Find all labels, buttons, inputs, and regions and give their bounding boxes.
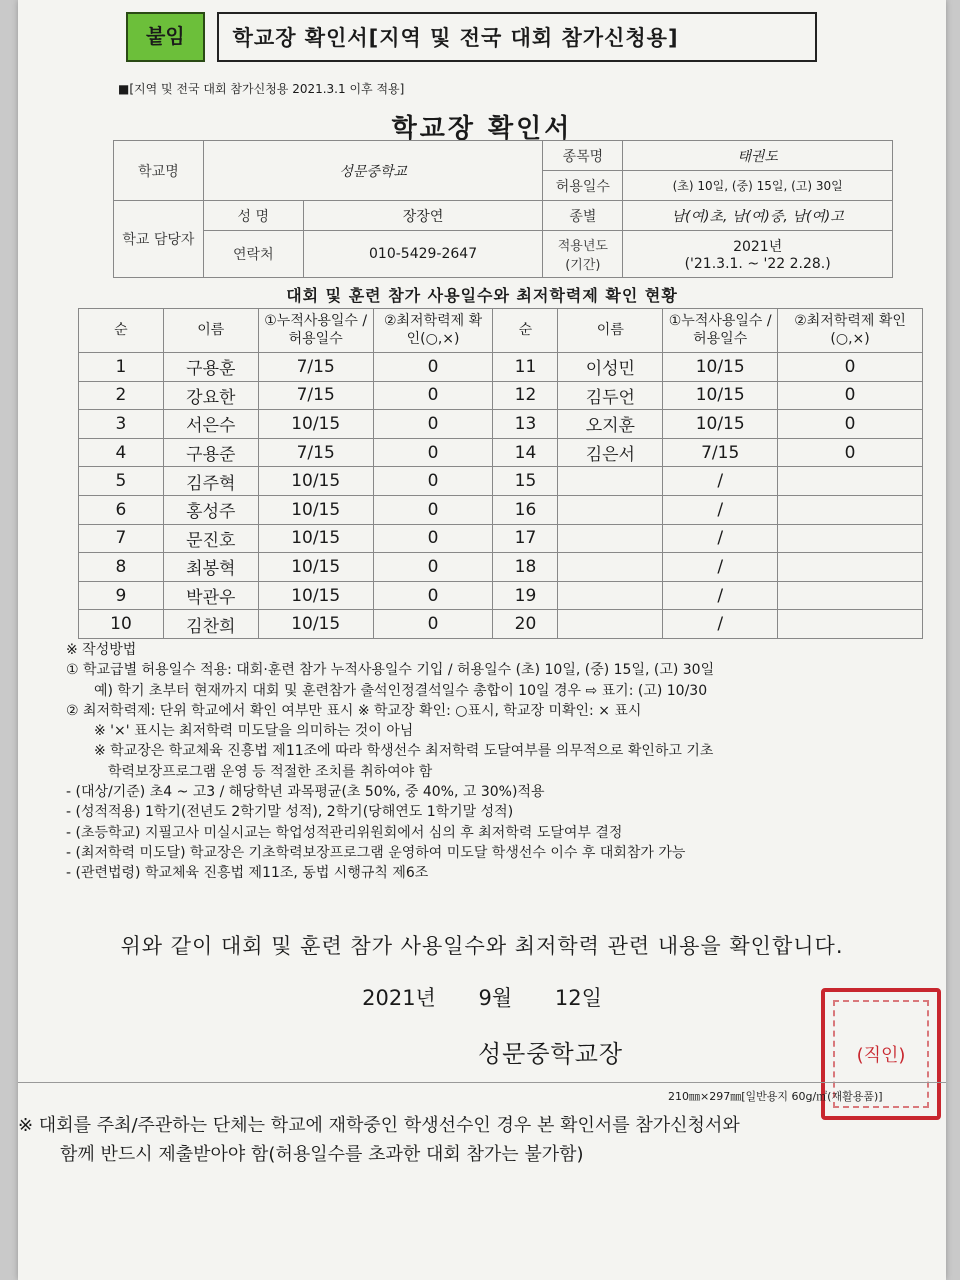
col-days-left: ①누적사용일수 /허용일수 xyxy=(258,309,373,353)
student-no: 1 xyxy=(79,353,164,382)
form-title: 학교장 확인서 xyxy=(391,114,573,144)
paper-spec: 210㎜×297㎜[일반용지 60g/㎡(재활용품)] xyxy=(668,1090,883,1103)
academic-check: 0 xyxy=(373,353,493,382)
student-no: 3 xyxy=(79,410,164,439)
detail-law: - (관련법령) 학교체육 진흥법 제11조, 동법 시행규칙 제6조 xyxy=(66,865,429,882)
document-header xyxy=(126,12,817,62)
student-name: 홍성주 xyxy=(163,495,258,524)
status-table xyxy=(78,308,923,639)
table-row xyxy=(79,610,923,639)
academic-check: 0 xyxy=(373,610,493,639)
footer-note xyxy=(18,1112,918,1170)
confirmation-statement: 위와 같이 대회 및 훈련 참가 사용일수와 최저학력 관련 내용을 확인합니다. xyxy=(120,934,844,958)
student-no: 4 xyxy=(79,438,164,467)
category-value: 남(여)초, 남(여)중, 남(여)고 xyxy=(623,201,893,231)
col-name-left: 이름 xyxy=(163,309,258,353)
academic-check xyxy=(778,581,923,610)
divider xyxy=(18,1082,946,1083)
academic-check: 0 xyxy=(778,381,923,410)
student-name: 강요한 xyxy=(163,381,258,410)
student-name xyxy=(558,553,663,582)
student-name xyxy=(558,581,663,610)
col-no-right: 순 xyxy=(493,309,558,353)
table-row xyxy=(79,581,923,610)
detail-below-minimum: - (최저학력 미도달) 학교장은 기초학력보장프로그램 운영하여 미도달 학생선수 이수 후 대회참가 가능 xyxy=(66,844,686,861)
allowed-days-value: (초) 10일, (중) 15일, (고) 30일 xyxy=(623,171,893,201)
used-days: 10/15 xyxy=(258,410,373,439)
student-no: 16 xyxy=(493,495,558,524)
student-no: 14 xyxy=(493,438,558,467)
footer-line-2: 함께 반드시 제출받아야 함(허용일수를 초과한 대회 참가는 불가함) xyxy=(60,1143,584,1165)
used-days: 10/15 xyxy=(258,524,373,553)
year-value: 2021년 xyxy=(733,239,783,255)
academic-check: 0 xyxy=(373,524,493,553)
used-days: 10/15 xyxy=(258,581,373,610)
student-no: 12 xyxy=(493,381,558,410)
col-name-right: 이름 xyxy=(558,309,663,353)
category-label: 종별 xyxy=(543,201,623,231)
academic-check: 0 xyxy=(373,581,493,610)
used-days: 10/15 xyxy=(663,381,778,410)
allowed-days-label: 허용일수 xyxy=(543,171,623,201)
used-days: 10/15 xyxy=(258,553,373,582)
year-cell xyxy=(623,231,893,278)
student-no: 9 xyxy=(79,581,164,610)
student-no: 11 xyxy=(493,353,558,382)
header-title: 학교장 확인서[지역 및 전국 대회 참가신청용] xyxy=(217,12,817,62)
student-name: 박관우 xyxy=(163,581,258,610)
status-body xyxy=(79,353,923,639)
note-x-meaning: ※ '×' 표시는 최저학력 미도달을 의미하는 것이 아님 xyxy=(94,723,414,740)
student-name: 구용훈 xyxy=(163,353,258,382)
academic-check: 0 xyxy=(778,438,923,467)
status-heading: 대회 및 훈련 참가 사용일수와 최저학력제 확인 현황 xyxy=(286,286,678,305)
note-principal-duty-cont: 학력보장프로그램 운영 등 적절한 조치를 취하여야 함 xyxy=(108,763,433,780)
table-row xyxy=(79,353,923,382)
date-day: 12일 xyxy=(554,986,602,1010)
used-days: 7/15 xyxy=(258,353,373,382)
student-no: 20 xyxy=(493,610,558,639)
student-no: 15 xyxy=(493,467,558,496)
student-name: 최봉혁 xyxy=(163,553,258,582)
student-no: 2 xyxy=(79,381,164,410)
academic-check: 0 xyxy=(373,438,493,467)
col-no-left: 순 xyxy=(79,309,164,353)
used-days: / xyxy=(663,581,778,610)
school-info-table xyxy=(113,140,893,278)
used-days: 10/15 xyxy=(663,410,778,439)
contact-person-label: 학교 담당자 xyxy=(114,201,204,278)
principal-signature: 성문중학교장 xyxy=(478,1040,624,1068)
detail-target: - (대상/기준) 초4 ~ 고3 / 해당학년 과목평균(초 50%, 중 40%, 고 30%)적용 xyxy=(66,784,545,801)
student-name: 구용준 xyxy=(163,438,258,467)
used-days: 7/15 xyxy=(663,438,778,467)
student-name: 김주혁 xyxy=(163,467,258,496)
footer-line-1: ※ 대회를 주최/주관하는 단체는 학교에 재학중인 학생선수인 경우 본 확인서를 참가신청서와 xyxy=(18,1115,740,1136)
student-name: 김찬희 xyxy=(163,610,258,639)
detail-elementary: - (초등학교) 지필고사 미실시교는 학업성적관리위원회에서 심의 후 최저학력 도달여부 결정 xyxy=(66,824,623,841)
used-days: / xyxy=(663,495,778,524)
table-row xyxy=(79,495,923,524)
used-days: 10/15 xyxy=(258,467,373,496)
student-name xyxy=(558,524,663,553)
table-row xyxy=(79,524,923,553)
table-row xyxy=(79,410,923,439)
student-name: 김두언 xyxy=(558,381,663,410)
seal-label: (직인) xyxy=(853,1041,910,1067)
used-days: 7/15 xyxy=(258,438,373,467)
student-name xyxy=(558,495,663,524)
used-days: / xyxy=(663,467,778,496)
used-days: 10/15 xyxy=(663,353,778,382)
note-academic: ② 최저학력제: 단위 학교에서 확인 여부만 표시 ※ 학교장 확인: ○표시, 학교장 미확인: × 표시 xyxy=(66,702,642,719)
academic-check: 0 xyxy=(373,553,493,582)
school-value: 성문중학교 xyxy=(203,141,543,201)
document-page xyxy=(18,0,946,1280)
used-days: 10/15 xyxy=(258,495,373,524)
academic-check: 0 xyxy=(373,381,493,410)
school-label: 학교명 xyxy=(114,141,204,201)
used-days: / xyxy=(663,610,778,639)
col-academic-right: ②최저학력제 확인(○,×) xyxy=(778,309,923,353)
student-no: 13 xyxy=(493,410,558,439)
student-name: 이성민 xyxy=(558,353,663,382)
student-no: 7 xyxy=(79,524,164,553)
academic-check: 0 xyxy=(373,410,493,439)
table-row xyxy=(79,438,923,467)
student-name: 서은수 xyxy=(163,410,258,439)
detail-grades: - (성적적용) 1학기(전년도 2학기말 성적), 2학기(당해연도 1학기말 성적) xyxy=(66,804,514,821)
used-days: 7/15 xyxy=(258,381,373,410)
student-no: 10 xyxy=(79,610,164,639)
name-value: 장장연 xyxy=(303,201,543,231)
used-days: / xyxy=(663,553,778,582)
student-no: 18 xyxy=(493,553,558,582)
student-no: 19 xyxy=(493,581,558,610)
date-month: 9월 xyxy=(478,986,513,1010)
student-no: 17 xyxy=(493,524,558,553)
academic-check xyxy=(778,467,923,496)
col-days-right: ①누적사용일수 /허용일수 xyxy=(663,309,778,353)
date-year: 2021년 xyxy=(362,986,436,1010)
status-header-row xyxy=(79,309,923,353)
col-academic-left: ②최저학력제 확인(○,×) xyxy=(373,309,493,353)
table-row xyxy=(79,467,923,496)
student-no: 6 xyxy=(79,495,164,524)
appendix-tag: 붙임 xyxy=(126,12,205,62)
event-value: 태권도 xyxy=(623,141,893,171)
academic-check: 0 xyxy=(778,353,923,382)
academic-check xyxy=(778,524,923,553)
academic-check xyxy=(778,610,923,639)
event-label: 종목명 xyxy=(543,141,623,171)
instructions xyxy=(66,640,936,884)
issue-date xyxy=(18,982,946,1012)
phone-label: 연락처 xyxy=(203,231,303,278)
student-name xyxy=(558,610,663,639)
period-value: ('21.3.1. ~ '22 2.28.) xyxy=(684,256,831,272)
year-label: 적용년도 (기간) xyxy=(543,231,623,278)
academic-check xyxy=(778,495,923,524)
note-principal-duty: ※ 학교장은 학교체육 진흥법 제11조에 따라 학생선수 최저학력 도달여부를 의무적으로 확인하고 기초 xyxy=(94,743,714,760)
used-days: / xyxy=(663,524,778,553)
student-no: 8 xyxy=(79,553,164,582)
student-no: 5 xyxy=(79,467,164,496)
student-name: 김은서 xyxy=(558,438,663,467)
phone-value: 010-5429-2647 xyxy=(303,231,543,278)
name-label: 성 명 xyxy=(203,201,303,231)
applicability-note: ■[지역 및 전국 대회 참가신청용 2021.3.1 이후 적용] xyxy=(118,82,405,96)
notes-title: ※ 작성방법 xyxy=(66,642,137,658)
academic-check xyxy=(778,553,923,582)
note-example: 예) 학기 초부터 현재까지 대회 및 훈련참가 출석인정결석일수 총합이 10일 경우 ⇨ 표기: (고) 10/30 xyxy=(94,682,708,699)
academic-check: 0 xyxy=(373,495,493,524)
student-name: 오지훈 xyxy=(558,410,663,439)
academic-check: 0 xyxy=(373,467,493,496)
note-allowed-days: ① 학교급별 허용일수 적용: 대회·훈련 참가 누적사용일수 기입 / 허용일수 (초) 10일, (중) 15일, (고) 30일 xyxy=(66,662,715,679)
used-days: 10/15 xyxy=(258,610,373,639)
academic-check: 0 xyxy=(778,410,923,439)
table-row xyxy=(79,553,923,582)
table-row xyxy=(79,381,923,410)
student-name: 문진호 xyxy=(163,524,258,553)
student-name xyxy=(558,467,663,496)
